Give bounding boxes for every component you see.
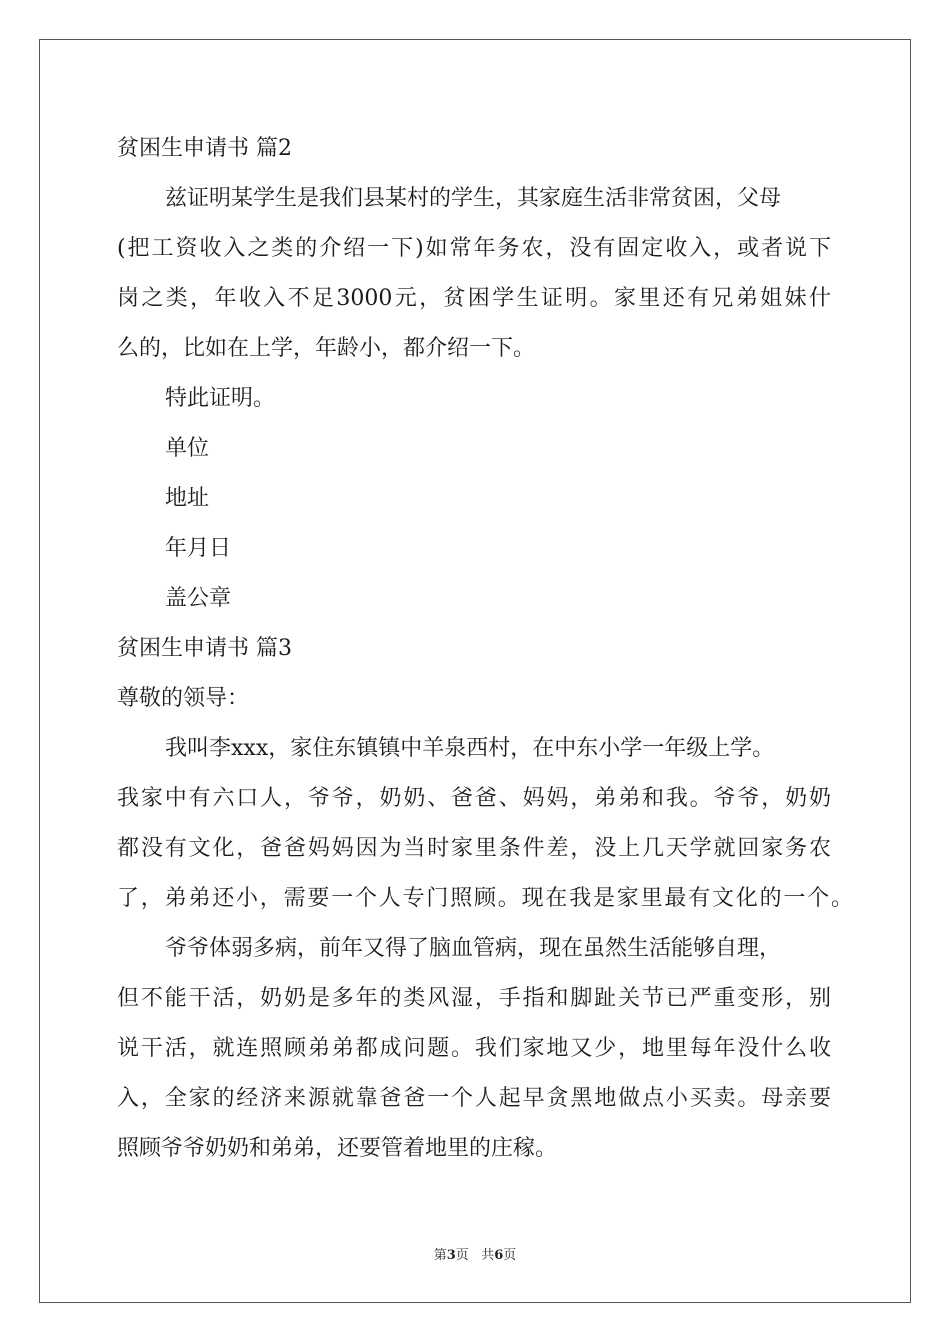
- section-heading: 贫困生申请书 篇2: [117, 136, 292, 161]
- paragraph-line: 么的，比如在上学，年龄小，都介绍一下。: [117, 336, 536, 361]
- seal-label: 盖公章: [165, 586, 232, 611]
- paragraph-line: (把工资收入之类的介绍一下)如常年务农，没有固定收入，或者说下: [117, 236, 831, 261]
- page-footer: [0, 1247, 950, 1265]
- paragraph-line: 照顾爷爷奶奶和弟弟，还要管着地里的庄稼。: [117, 1136, 558, 1161]
- paragraph-line: 了，弟弟还小，需要一个人专门照顾。现在我是家里最有文化的一个。: [117, 886, 853, 911]
- paragraph-line: 我家中有六口人，爷爷，奶奶、爸爸、妈妈，弟弟和我。爷爷，奶奶: [117, 786, 831, 811]
- paragraph-line: 说干活，就连照顾弟弟都成问题。我们家地又少，地里每年没什么收: [117, 1036, 831, 1061]
- footer-prefix: 第: [433, 1248, 447, 1263]
- paragraph-line: 入，全家的经济来源就靠爸爸一个人起早贪黑地做点小买卖。母亲要: [117, 1086, 831, 1111]
- footer-suffix: 页: [503, 1248, 517, 1263]
- salutation: 尊敬的领导：: [117, 686, 250, 711]
- total-page-number: 6: [494, 1248, 504, 1263]
- paragraph-line: 我叫李xxx，家住东镇镇中羊泉西村，在中东小学一年级上学。: [165, 736, 775, 761]
- paragraph-line: 岗之类，年收入不足3000元，贫困学生证明。家里还有兄弟姐妹什: [117, 286, 831, 311]
- paragraph-line: 爷爷体弱多病，前年又得了脑血管病，现在虽然生活能够自理，: [165, 936, 782, 961]
- paragraph-line: 兹证明某学生是我们县某村的学生，其家庭生活非常贫困，父母: [165, 186, 782, 211]
- address-label: 地址: [165, 486, 210, 511]
- unit-label: 单位: [165, 436, 210, 461]
- current-page-number: 3: [446, 1248, 456, 1263]
- paragraph-line: 但不能干活，奶奶是多年的类风湿，手指和脚趾关节已严重变形，别: [117, 986, 831, 1011]
- section-heading: 贫困生申请书 篇3: [117, 636, 292, 661]
- footer-middle: 页 共: [455, 1248, 495, 1263]
- certify-text: 特此证明。: [165, 386, 276, 411]
- date-label: 年月日: [165, 536, 232, 561]
- paragraph-line: 都没有文化，爸爸妈妈因为当时家里条件差，没上几天学就回家务农: [117, 836, 831, 861]
